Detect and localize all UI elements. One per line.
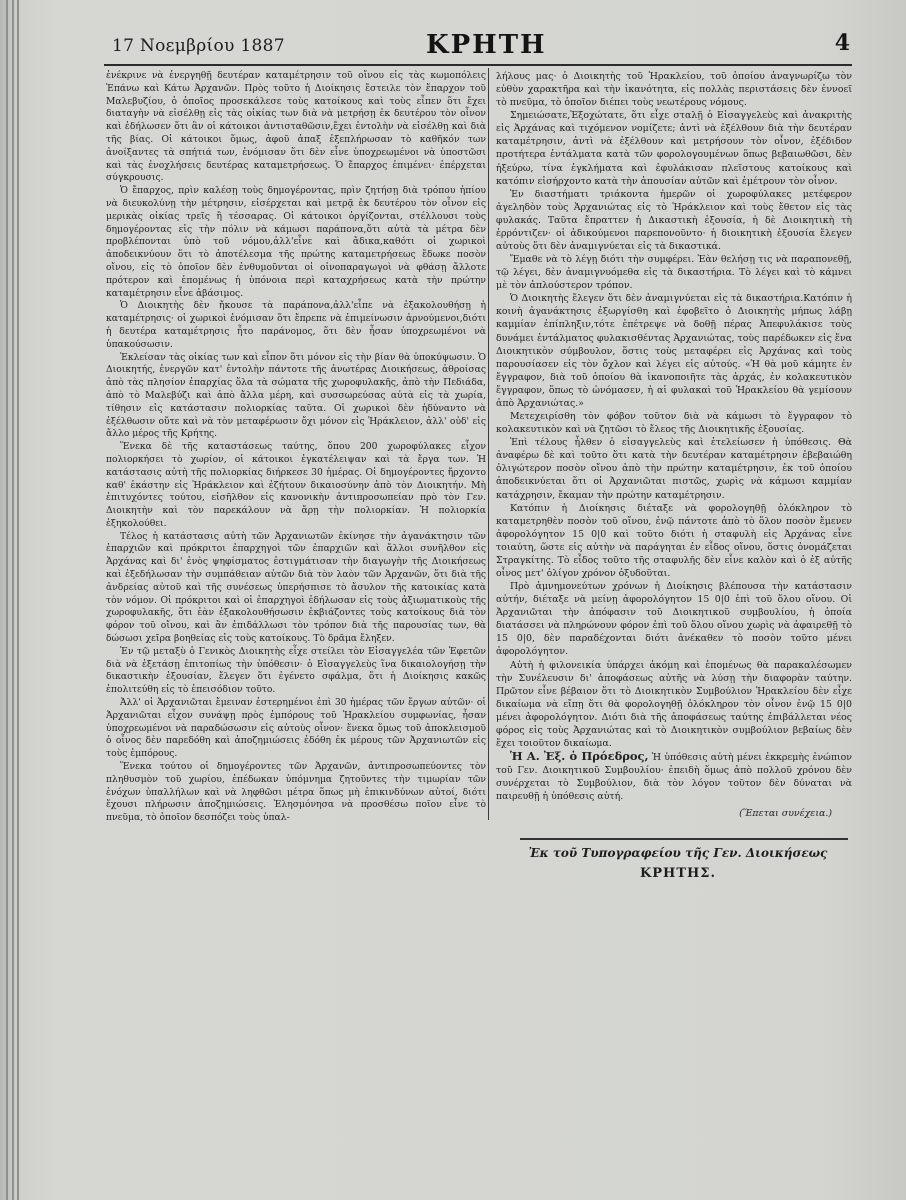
printer-place: ΚΡΗΤΗΣ. [639, 866, 717, 881]
column-rule [488, 68, 489, 820]
paragraph: Τέλος ἡ κατάστασις αὐτὴ τῶν Ἀρχανιωτῶν ἐκίνησε τὴν ἀγανάκτησιν τῶν ἐπαρχιῶν καὶ πρόκριτοι ἐπαρχηγοὶ τῶν ἐπαρχιῶν καὶ ἄλλοι συνῆλθον εἰς Ἀρχάνας καὶ δι' ἑνὸς ψηφίσματος ἐστιγμάτισαν τὴν διαγωγὴν τῆς Διοικήσεως καὶ ἐξεδήλωσαν τὴν συμπάθειαν αὐτῶν διὰ τὸν λαὸν τῶν Ἀρχανῶν, ὅτι διὰ τῆς ἀνδρείας αὐτοῦ καὶ τῆς συνέσεως ὑπερήσπισε τὸ ἄσυλον τῆς κατοικίας κατὰ τὸν νόμον. Οἱ πρόκριτοι καὶ οἱ ἐπαρχηγοὶ ἐδήλωσαν εἰς τοὺς ἀξιωματικοὺς τῆς χωροφυλακῆς, ὅτι ἐὰν ἐξακολουθήσωσιν ἐκβιάζοντες τοὺς κατοίκους διὰ τὸν φόρον τοῦ οἴνου, καὶ ἂν ἐπιδάλλωσι τὸν τρόπον διὰ τῆς παρουσίας των, θὰ δώσωσι χεῖρα βοηθείας εἰς τοὺς κατοίκους. Τὸ δρᾶμα ἔληξεν. [106, 530, 486, 645]
paragraph: Αὐτὴ ἡ φιλονεικία ὑπάρχει ἀκόμη καὶ ἑπομένως θὰ παρακαλέσωμεν τὴν Συνέλευσιν δι' ἀποφάσεως αὐτῆς νὰ λύσῃ τὴν διαφορὰν ταύτην. Πρῶτον εἶνε βέβαιον ὅτι τὸ Διοικητικὸν Συμβούλιον Ἡρακλείου δὲν εἶχε δικαίωμα νὰ εἴπῃ ὅτι θὰ φορολογηθῇ ὁλόκληρον τὸν οἶνον ἐνῷ 15 0|0 μένει ἀφορολόγητον. Διότι διὰ τῆς ἀποφάσεως ταύτης ἐπιβάλλεται νέος φόρος εἰς τοὺς Ἀρχανιώτας καὶ τὸ Διοικητικὸν συμβούλιον βεβαίως δὲν ἔχει τοιοῦτον δικαίωμα. [496, 659, 852, 749]
left-column [106, 70, 486, 825]
paragraph: Ἐν τῷ μεταξὺ ὁ Γενικὸς Διοικητὴς εἶχε στείλει τὸν Εἰσαγγελέα τῶν Ἐφετῶν διὰ νὰ ἐξετάσῃ ἐπιτοπίως τὴν ὑπόθεσιν· ὁ Εἰσαγγελεὺς ἵνα δικαιολογήσῃ τὴν δικαστικὴν ἐξουσίαν, ἔλεγεν ὅτι ἐγένετο σφάλμα, ὅτι ἡ Διοίκησις κακῶς ἐπολιτεύθη εἰς τὸ ἐπεισόδιον τοῦτο. [106, 645, 486, 696]
paragraph: Ἐκλείσαν τὰς οἰκίας των καὶ εἶπον ὅτι μόνον εἰς τὴν βίαν θὰ ὑποκύψωσιν. Ὁ Διοικητής, ἐνεργῶν κατ' ἐντολὴν πάντοτε τῆς ἀνωτέρας Διοικήσεως, ἀθροίσας ἀπὸ τὰς πλησίον ἐπαρχίας ὅλα τὰ σώματα τῆς χωροφυλακῆς, ἀπὸ τὴν Πεδιάδα, ἀπὸ τὸ Μαλεβύζι καὶ ἀπὸ ἄλλα μέρη, καὶ συσσωρεύσας αὐτὰ εἰς τὰ χωρία, τίθησιν εἰς κατάστασιν πολιορκίας ταῦτα. Οἱ χωρικοὶ δὲν ἠδύναντο νὰ ἐξέλθωσιν οὔτε καὶ νὰ τὸν μεταφέρωσιν ὄχι μόνον εἰς Ἡράκλειον, ἀλλ' οὐδ' εἰς ἄλλο μέρος τῆς Κρήτης. [106, 351, 486, 440]
issue-date: 17 Νοεμβρίου 1887 [112, 36, 285, 56]
paragraph: Μετεχειρίσθη τὸν φόβον τοῦτον διὰ νὰ κάμωσι τὸ ἔγγραφον τὸ κολακευτικὸν καὶ νὰ ζητῶσι τὸ ἔλεος τῆς Διοικητικῆς ἐξουσίας. [496, 411, 852, 436]
paragraph: Ἐν διαστήματι τριάκοντα ἡμερῶν οἱ χωροφύλακες μετέφερον ἀγεληδὸν τοὺς Ἀρχανιώτας εἰς τὸ Ἡράκλειον καὶ τοὺς ἔθετον εἰς τὰς φυλακάς. Ταῦτα ἔπραττεν ἡ Δικαστικὴ ἐξουσία, ἡ δὲ Διοικητικὴ τὴ ἐρρόντιζεν· οἱ ἀδικούμενοι παρεπονοῦντο· ἡ διοικητικὴ ἐξουσία ἔλεγεν αὐτοὺς ὅτι δὲν ἀναμιγνύεται εἰς τὰ δικαστικά. [496, 188, 852, 253]
paragraph: Σημειώσατε,Ἐξοχώτατε, ὅτι εἶχε σταλῇ ὁ Εἰσαγγελεὺς καὶ ἀνακριτὴς εἰς Ἀρχάνας καὶ τιχόμενον νομίζετε; ἀντὶ νὰ ἐξέλθουν διὰ τὴν δευτέραν καταμέτρησιν, ἀντὶ νὰ ἐξέλθουν καὶ μετρήσουν τὸν οἶνον, ἐξέδιδον προτήτερα ἐντάλματα κατὰ τῶν φορολογουμένων ὅπως βεβαιωθῶσι, δὲν ἠξεύρω, τίνα ἐγκλήματα καὶ ἐφυλάκισαν πλεῖστους κατοίκους καὶ κατόπιν εἰσήρχοντο κατὰ τὴν ἀπουσίαν αὐτῶν καὶ ἐμέτρουν τὸν οἶνον. [496, 110, 852, 187]
paragraph: ἐνέκρινε νὰ ἐνεργηθῇ δευτέραν καταμέτρησιν τοῦ οἴνου εἰς τὰς κωμοπόλεις Ἐπάνω καὶ Κάτω Ἀρχανῶν. Πρὸς τοῦτο ἡ Διοίκησις ἔστειλε τὸν ἔπαρχον τοῦ Μαλεβυζίου, ὁ ὁποῖος προσεκάλεσε τοὺς κατοίκους καὶ τοὺς εἶπεν ὅτι ἔχει διαταγὴν νὰ εἰσέλθῃ εἰς τὰς οἰκίας των διὰ νὰ μετρήσῃ ἐκ δευτέρου τὸν οἶνον καὶ ἐδήλωσεν ὅτι ἂν οἱ κάτοικοι ἀντισταθῶσιν,ἔχει ἐντολὴν νὰ εἰσέλθῃ καὶ διὰ τῆς βίας. Οἱ κάτοικοι ὅμως, ἀφοῦ ἀπαξ ἐξεπλήρωσαν τὸ καθῆκόν των ἀνοίξαντες τὰ σπήτιά των, ἐνόμισαν ὅτι δὲν εἶνε ὑποχρεωμένοι νὰ ὑποστῶσι καὶ τὰς ἐνοχλήσεις δευτέρας καταμετρήσεως. Ὁ ἔπαρχος ἐπιμένει· ἐπέρχεται σύγκρουσις. [106, 70, 486, 184]
paragraph: Ἀλλ' οἱ Ἀρχανιῶται ἔμειναν ἐστερημένοι ἐπὶ 30 ἡμέρας τῶν ἔργων αὐτῶν· οἱ Ἀρχανιῶται εἶχον συνάψῃ πρὸς ἐμπόρους τοῦ Ἡρακλείου συμφωνίας, ἦσαν ὑποχρεωμένοι νὰ παραδώσωσιν εἰς αὐτοὺς οἶνον· ἕνεκα ὅμως τοῦ ἀποκλεισμοῦ ὁ οἶνος δὲν παρεδόθη καὶ ἀποζημιώσεις ἐδόθη ἐκ μέρους τῶν Ἀρχανιωτῶν εἰς τοὺς ἐμπόρους. [106, 697, 486, 760]
paragraph: Ὁ ἔπαρχος, πρὶν καλέσῃ τοὺς δημογέροντας, πρὶν ζητήσῃ διὰ τρόπου ἠπίου νὰ διευκολύνῃ τὴν μέτρησιν, εἰσέρχεται καὶ μετρᾷ ἐκ δευτέρου τὸν οἶνον εἰς μερικὰς οἰκίας τρεῖς ἢ τέσσαρας. Οἱ κάτοικοι ὀργίζονται, στέλλουσι τοὺς δημογέροντας εἰς τὴν πόλιν νὰ κάμωσι παράπονα,ὅτι αὐτὰ τὰ μέτρα δὲν προβλέπονται ὑπὸ τοῦ νόμου,ἀλλ'εἶνε καὶ ἄδικα,καθότι οἱ χωρικοὶ ἀποδεικνύουν ὅτι τὸ ἀποτέλεσμα τῆς πρώτης καταμετρήσεως ἔδωκε ποσὸν οἴνου, εἰς τὸ ὁποῖον δὲν ἐνθυμοῦνται οἱ οἰνοπαραγωγοὶ νὰ φθάσῃ ἄλλοτε πρότερον καὶ ἑπομένως ἡ ὑπόνοια περὶ καταχρήσεως κατὰ τὴν πρώτην καταμέτρησιν εἶνε ἀβάσιμος. [106, 185, 486, 299]
paragraph: Ἕνεκα τούτου οἱ δημογέροντες τῶν Ἀρχανῶν, ἀντιπροσωπεύοντες τὸν πληθυσμὸν τοῦ χωρίου, ἐπέδωκαν ὑπόμνημα ζητοῦντες τὴν τιμωρίαν τῶν ἐνόχων ὑπαλλήλων καὶ νὰ ληφθῶσι μέτρα ὅπως μὴ ἐπικινδύνων αὐτοί, διότι ἔχουσι πλήρωσιν ἀποζημιώσεις. Ἐλησμόνησα νὰ προσθέσω ποῖον εἶνε τὸ πνεῦμα, τὸ ὁποῖον δεσπόζει τοὺς ὑπαλ- [106, 761, 486, 824]
printer-line: Ἐκ τοῦ Τυπογραφείου τῆς Γεν. Διοικήσεως [528, 846, 828, 860]
page-edge-line [12, 0, 14, 1200]
page-edge-line [6, 0, 8, 1200]
paragraph: Ὁ Διοικητὴς δὲν ἤκουσε τὰ παράπονα,ἀλλ'εἶπε νὰ ἐξακολουθήσῃ ἡ καταμέτρησις· οἱ χωρικοὶ ἐνόμισαν ὅτι ἔπρεπε νὰ ἐπιμείνωσιν ἀρνούμενοι,διότι ἡ δευτέρα καταμέτρησις ἦτο παράνομος, ὅτι δὲν ἦσαν ὑποχρεωμένοι νὰ ὑπακούσωσιν. [106, 300, 486, 350]
page-header [96, 30, 856, 64]
newspaper-title: ΚΡΗΤΗ [426, 30, 547, 60]
signature-paragraph [496, 750, 852, 803]
signature-text: Ἡ ὑπόθεσις αὐτὴ μένει ἐκκρεμὴς ἐνώπιον τοῦ Γεν. Διοικητικοῦ Συμβουλίου· ἐπειδὴ ὅμως ἀπὸ πολλοῦ χρόνου δὲν συνέρχεται τὸ Συμβούλιον, διὰ τὸν λόγον τοῦτον δὲν δύναται νὰ παιρευθῇ ἡ ὑπόθεσις αὐτή. [496, 752, 852, 803]
footer-rule [520, 838, 848, 840]
signature-label: Ἡ Α. Ἐξ. ὁ Πρόεδρος, [510, 749, 649, 764]
right-column [496, 70, 852, 820]
paragraph: Πρὸ ἀμνημονεύτων χρόνων ἡ Διοίκησις βλέπουσα τὴν κατάστασιν αὐτήν, διέταξε νὰ μείνῃ ἀφορολόγητον 15 0|0 ἐπὶ τοῦ ὅλου οἴνου. Οἱ Ἀρχανιῶται τὴν ἀπόφασιν τοῦ Διοικητικοῦ συμβουλίου, ἡ ὁποία διατάσσει νὰ πληρώνουν φόρον ἐπὶ τοῦ ὅλου οἴνου χωρὶς νὰ ἀφαιρεθῇ τὸ 15 0|0, δὲν παραδέχονται διότι ἀνέκαθεν τὸ ποσὸν τοῦτο μένει ἀφορολόγητον. [496, 581, 852, 658]
paragraph: λήλους μας· ὁ Διοικητὴς τοῦ Ἡρακλείου, τοῦ ὁποίου ἀναγνωρίζω τὸν εὐθὺν χαρακτῆρα καὶ τὴν ἱκανότητα, εἰς πολλὰς περιστάσεις δὲν ἐννοεῖ τὸ πνεῦμα, τὸ ὁποῖον διέπει τοὺς νεωτέρους νόμους. [496, 71, 852, 109]
paragraph: Ἔμαθε νὰ τὸ λέγῃ διότι τὴν συμφέρει. Ἐὰν θελήσῃ τις νὰ παραπονεθῇ, τῷ λέγει, δὲν ἀναμιγνυόμεθα εἰς τὰ δικαστήρια. Τὸ λέγει καὶ τὸ κάμνει μὲ τὸν ἀπλούστερον τρόπον. [496, 254, 852, 292]
page-edge-line [17, 0, 19, 1200]
paragraph: Ἕνεκα δὲ τῆς καταστάσεως ταύτης, ὅπου 200 χωροφύλακες εἶχον πολιορκήσει τὸ χωρίον, οἱ κάτοικοι ἐγκατέλειψαν καὶ τὰ ἔργα των. Ἡ κατάστασις αὐτὴ τῆς πολιορκίας διήρκεσε 30 ἡμέρας. Οἱ δημογέροντες ἤρχοντο καθ' ἑκάστην εἰς Ἡράκλειον καὶ ἐζήτουν δικαιοσύνην ἀπὸ τὸν Διοικητήν. Μὴ ἐπιτυχόντες τούτου, εἰσῆλθον εἰς κανονικὴν ἀντιπροσωπείαν πρὸ τὸν Γεν. Διοικητὴν καὶ τὸν παρεκάλουν νὰ ἄρῃ τὴν πολιορκίαν. Ἡ πολιορκία ἐξηκολούθει. [106, 441, 486, 529]
paragraph: Κατόπιν ἡ Διοίκησις διέταξε νὰ φορολογηθῇ ὁλόκληρον τὸ καταμετρηθὲν ποσὸν τοῦ οἴνου, ἐνῷ πάντοτε ἀπὸ τὸ ὅλον ποσὸν ἔμενεν ἀφορολόγητον 15 0|0 καὶ τοῦτο διότι ἡ σταφυλὴ εἰς Ἀρχάνας εἶνε τοιαύτη, ὥστε εἰς αὐτὴν νὰ παράγηται ἐν εἶδος οἴνου, ὅστις ὀνομάζεται Στραγκίτης. Τὸ εἶδος τοῦτο τῆς σταφυλῆς δὲν εἶνε καλὸν καὶ ὁ ἐξ αὐτῆς οἶνος μετ' ὀλίγον χρόνον ὀξυδοῦται. [496, 502, 852, 579]
paragraph: Ὁ Διοικητὴς ἔλεγεν ὅτι δὲν ἀναμιγνύεται εἰς τὰ δικαστήρια.Κατόπιν ἡ κοινὴ ἀγανάκτησις ἐξωργίσθη καὶ ἐφοβεῖτο ὁ Διοικητὴς μήπως λάβῃ καμμίαν ἐπίπληξιν,τότε ἐπέτρεψε νὰ δοθῇ πέρας Ἀπεφυλάκισε τοὺς δυνάμει ἐντάλματος φυλακισθέντας Ἀρχανιώτας, τοὺς παρέδωκεν εἰς ἕνα Διοικητικὸν σύμβουλον, ὅστις τοὺς μεταφέρει εἰς Ἀρχάνας καὶ τοὺς παρουσίασεν εἰς τὸν ὄχλον καὶ λέγει εἰς αὐτούς. «Ἡ θὰ μοῦ κάμητε ἐν ἔγγραφον, διὰ τοῦ ὁποίου θὰ ἱκανοποιῆτε τὰς ἀρχάς, ἐν κολακευτικὸν ἔγγραφον, ὅπως τὸ ὠνόμασεν, ἡ αἱ φυλακαὶ τοῦ Ἡρακλείου θὰ γεμίσουν ἀπὸ Ἀρχανιώτας.» [496, 293, 852, 409]
continued-note: (Ἕπεται συνέχεια.) [739, 808, 832, 820]
page-number: 4 [834, 30, 850, 56]
header-rule [104, 64, 852, 66]
paragraph: Ἐπὶ τέλους ἦλθεν ὁ εἰσαγγελεὺς καὶ ἐτελείωσεν ἡ ὑπόθεσις. Θὰ ἀναφέρω δὲ καὶ τοῦτο ὅτι κατὰ τὴν δευτέραν καταμέτρησιν ἐβεβαιώθη ὀλιγώτερον ποσὸν οἴνου ἀπὸ τὴν πρώτην καταμέτρησιν, ἐκ τοῦ ὁποίου ἀποδεικνύεται ὅτι οἱ Ἀρχανιῶται πιστῶς, χωρὶς νὰ κάμωσι καμμίαν κατάχρησιν, ἔκαμαν τὴν πρώτην καταμέτρησιν. [496, 437, 852, 501]
